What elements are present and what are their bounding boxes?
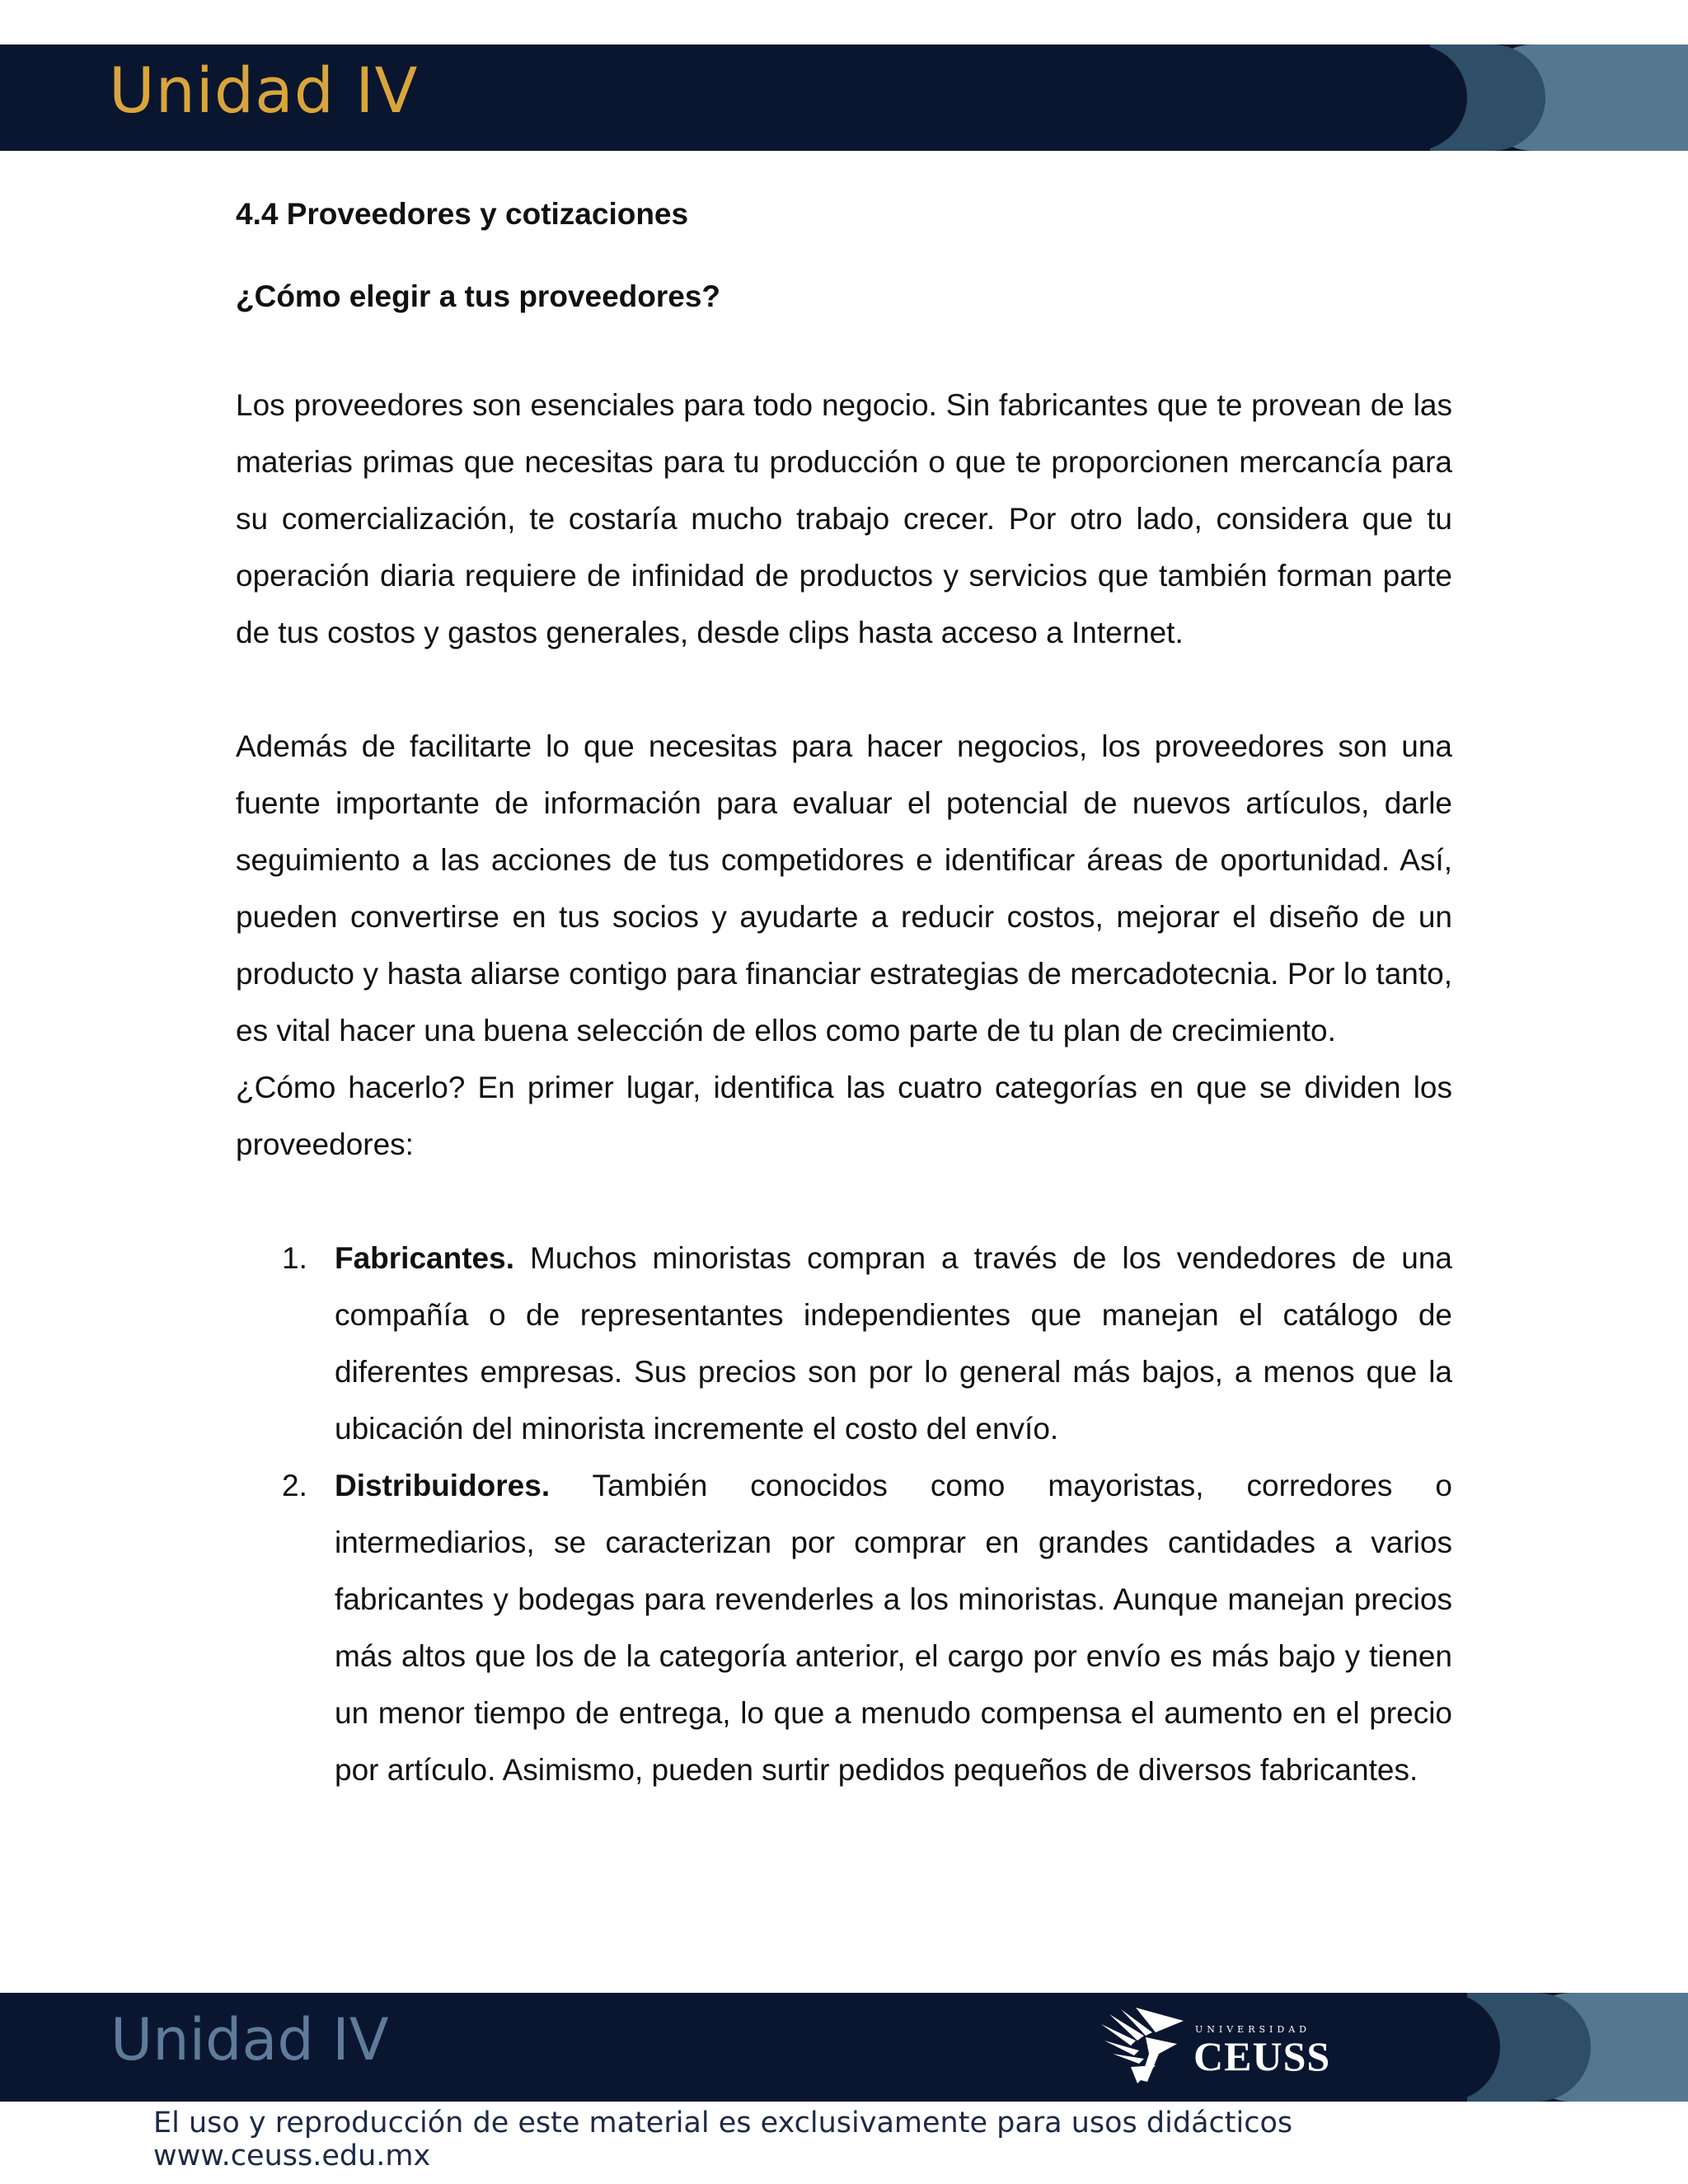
logo-brand: CEUSS xyxy=(1193,2033,1331,2079)
unit-title: Unidad IV xyxy=(109,54,419,127)
list-item-text: Muchos minoristas compran a través de los vendedores de una compañía o de representantes independientes que manejan el catálogo de diferentes empresas. Sus precios son por lo general más bajos, a menos que la ubicación del minorista incremente el costo del envío. xyxy=(335,1241,1452,1446)
list-item-term: Fabricantes. xyxy=(335,1241,514,1275)
eagle-icon xyxy=(1098,2008,1189,2087)
list-item-number: 1. xyxy=(282,1241,307,1275)
paragraph: Los proveedores son esenciales para todo negocio. Sin fabricantes que te provean de las materias primas que necesitas para tu producción o que te proporcionen mercancía para su comercialización, te costaría mucho trabajo crecer. Por otro lado, considera que tu operación diaria requiere de infinidad de productos y servicios que también forman parte de tus costos y gastos generales, desde clips hasta acceso a Internet. xyxy=(236,388,1452,649)
ceuss-logo xyxy=(1098,2008,1329,2087)
footer-note: El uso y reproducción de este material es exclusivamente para usos didácticos www.ceuss.edu.mx xyxy=(153,2107,1293,2172)
paragraph: ¿Cómo hacerlo? En primer lugar, identifica las cuatro categorías en que se dividen los proveedores: xyxy=(236,1071,1452,1161)
list-item xyxy=(236,1230,1452,1457)
footer-unit-title: Unidad IV xyxy=(110,2006,389,2074)
paragraph: Además de facilitarte lo que necesitas para hacer negocios, los proveedores son una fuente importante de información para evaluar el potencial de nuevos artículos, darle seguimiento a las acciones de tus competidores e identificar áreas de oportunidad. Así, pueden convertirse en tus socios y ayudarte a reducir costos, mejorar el diseño de un producto y hasta aliarse contigo para financiar estrategias de mercadotecnia. Por lo tanto, es vital hacer una buena selección de ellos como parte de tu plan de crecimiento. xyxy=(236,729,1452,1047)
logo-university-label: UNIVERSIDAD xyxy=(1195,2024,1311,2035)
document-body xyxy=(236,188,1452,1798)
section-question: ¿Cómo elegir a tus proveedores? xyxy=(236,279,721,313)
list-item xyxy=(236,1457,1452,1798)
list-item-number: 2. xyxy=(282,1469,307,1502)
section-title: 4.4 Proveedores y cotizaciones xyxy=(236,197,689,231)
supplier-category-list xyxy=(236,1230,1452,1798)
list-item-term: Distribuidores. xyxy=(335,1469,551,1502)
list-item-text: También conocidos como mayoristas, corredores o intermediarios, se caracterizan por comprar en grandes cantidades a varios fabricantes y bodegas para revenderles a los minoristas. Aunque manejan precios más altos que los de la categoría anterior, el cargo por envío es más bajo y tienen un menor tiempo de entrega, lo que a menudo compensa el aumento en el precio por artículo. Asimismo, pueden surtir pedidos pequeños de diversos fabricantes. xyxy=(335,1469,1452,1787)
